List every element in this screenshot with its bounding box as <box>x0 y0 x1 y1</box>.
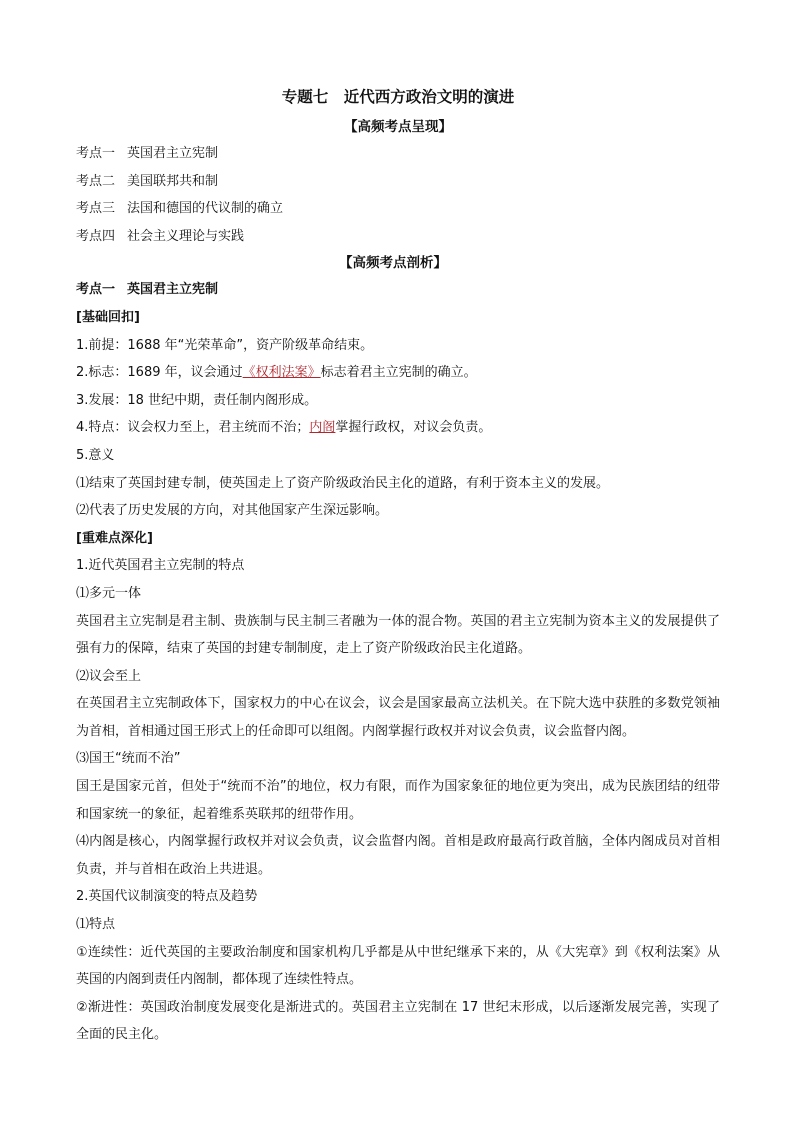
overview-text: 社会主义理论与实践 <box>127 228 245 244</box>
overview-label: 考点一 <box>76 146 116 161</box>
paragraph: ②渐进性：英国政治制度发展变化是渐进式的。英国君主立宪制在 17 世纪末形成，以后逐渐发展完善，实现了全面的民主化。 <box>76 999 720 1043</box>
basics-item: 1.前提：1688 年“光荣革命”，资产阶级革命结束。 <box>76 337 374 353</box>
overview-item <box>76 223 720 251</box>
basics-item: 3.发展：18 世纪中期，责任制内阁形成。 <box>76 392 318 408</box>
basics-heading: [基础回扣] <box>76 309 140 325</box>
point-title: ⑶国王“统而不治” <box>76 751 181 767</box>
overview-list <box>76 140 720 250</box>
basics-item: 5.意义 <box>76 447 115 463</box>
deepening-heading: [重难点深化] <box>76 530 153 546</box>
overview-text: 美国联邦共和制 <box>127 173 219 189</box>
overview-item <box>76 168 720 196</box>
section-heading-analysis: 【高频考点剖析】 <box>339 255 447 272</box>
paragraph: 国王是国家元首，但处于“统而不治”的地位，权力有限，而作为国家象征的地位更为突出，成为民族团结的纽带和国家统一的象征，起着维系英联邦的纽带作用。 <box>76 779 720 822</box>
basics-item: ⑴结束了英国封建专制，使英国走上了资产阶级政治民主化的道路，有利于资本主义的发展。 <box>76 475 610 491</box>
point-title: ⑵议会至上 <box>76 668 142 684</box>
paragraph: 在英国君主立宪制政体下，国家权力的中心在议会，议会是国家最高立法机关。在下院大选中获胜的多数党领袖为首相，首相通过国王形式上的任命即可以组阁。内阁掌握行政权并对议会负责，议会监督内阁。 <box>76 696 720 739</box>
section-heading-overview: 【高频考点呈现】 <box>344 119 452 135</box>
basics-item: ⑵代表了历史发展的方向，对其他国家产生深远影响。 <box>76 503 389 519</box>
basics-text: 2.标志：1689 年，议会通过 <box>76 365 243 381</box>
topic-text: 英国君主立宪制 <box>127 282 219 298</box>
overview-item <box>76 195 720 223</box>
overview-label: 考点三 <box>76 201 116 217</box>
cabinet-link[interactable]: 内阁 <box>309 420 336 436</box>
basics-text: 4.特点：议会权力至上，君主统而不治； <box>76 420 310 436</box>
topic-heading <box>76 276 720 304</box>
deepening-subheading: 2.英国代议制演变的特点及趋势 <box>76 889 258 905</box>
overview-label: 考点四 <box>76 228 116 244</box>
basics-item <box>76 359 720 387</box>
basics-text: 掌握行政权，对议会负责。 <box>335 420 492 436</box>
paragraph: ⑷内阁是核心，内阁掌握行政权并对议会负责，议会监督内阁。首相是政府最高行政首脑，全体内阁成员对首相负责，并与首相在政治上共进退。 <box>76 834 720 877</box>
document-page <box>76 84 720 1049</box>
point-title: ⑴多元一体 <box>76 585 142 601</box>
bill-of-rights-link[interactable]: 《权利法案》 <box>242 365 321 381</box>
overview-label: 考点二 <box>76 173 116 189</box>
overview-text: 英国君主立宪制 <box>127 146 219 161</box>
page-title: 专题七 近代西方政治文明的演进 <box>281 88 515 106</box>
deepening-subheading: 1.近代英国君主立宪制的特点 <box>76 558 245 574</box>
basics-item <box>76 414 720 442</box>
basics-text: 标志着君主立宪制的确立。 <box>320 365 477 381</box>
point-title: ⑴特点 <box>76 917 116 933</box>
overview-item <box>76 140 720 168</box>
paragraph: 英国君主立宪制是君主制、贵族制与民主制三者融为一体的混合物。英国的君主立宪制为资本主义的发展提供了强有力的保障，结束了英国的封建专制制度，走上了资产阶级政治民主化道路。 <box>76 613 720 657</box>
paragraph: ①连续性：近代英国的主要政治制度和国家机构几乎都是从中世纪继承下来的，从《大宪章》到《权利法案》从英国的内阁到责任内阁制，都体现了连续性特点。 <box>76 944 720 988</box>
overview-text: 法国和德国的代议制的确立 <box>127 201 284 217</box>
topic-label: 考点一 <box>76 282 116 298</box>
